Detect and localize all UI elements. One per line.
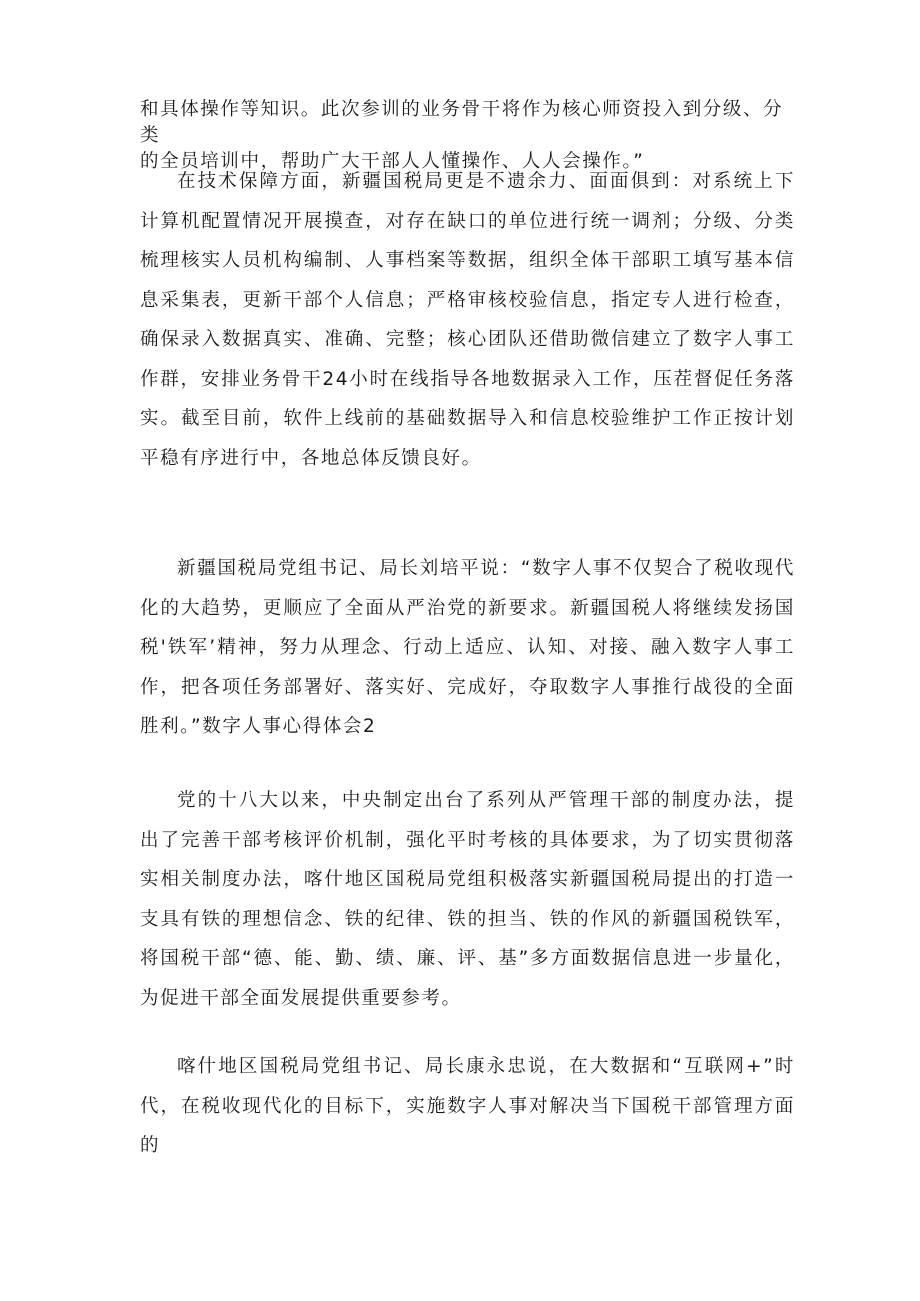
paragraph-kang-yongzhong: 喀什地区国税局党组书记、局长康永忠说，在大数据和“互联网+”时代，在税收现代化的目标下，实施数字人事对解决当下国税干部管理方面的 bbox=[140, 1056, 795, 1156]
intro-line: 和具体操作等知识。此次参训的业务骨干将作为核心师资投入到分级、分类 bbox=[140, 99, 784, 146]
paragraph-liu-peiping-quote: 新疆国税局党组书记、局长刘培平说：“数字人事不仅契合了税收现代化的大趋势，更顺应了全面从严治党的新要求。新疆国税人将继续发扬国税'铁军’精神，努力从理念、行动上适应、认知、对接、融入数字人事工作，把各项任务部署好、落实好、完成好，夺取数字人事推行战役的全面胜利。”数字人事心得体会2 bbox=[140, 558, 795, 737]
paragraph-tech-support: 在技术保障方面，新疆国税局更是不遗余力、面面俱到：对系统上下计算机配置情况开展摸查，对存在缺口的单位进行统一调剂；分级、分类梳理核实人员机构编制、人事档案等数据，组织全体干部职工填写基本信息采集表，更新干部个人信息；严格审核校验信息，指定专人进行检查，确保录入数据真实、准确、完整；核心团队还借助微信建立了数字人事工作群，安排业务骨干24小时在线指导各地数据录入工作，压茬督促任务落实。截至目前，软件上线前的基础数据导入和信息校验维护工作正按计划平稳有序进行中，各地总体反馈良好。 bbox=[140, 171, 795, 469]
intro-line: 的全员培训中，帮助广大干部人人懂操作、人人会操作。” bbox=[140, 151, 645, 172]
paragraph-party-congress: 党的十八大以来，中央制定出台了系列从严管理干部的制度办法，提出了完善干部考核评价机制，强化平时考核的具体要求，为了切实贯彻落实相关制度办法，喀什地区国税局党组积极落实新疆国税局提出的打造一支具有铁的理想信念、铁的纪律、铁的担当、铁的作风的新疆国税铁军，将国税干部“德、能、勤、绩、廉、评、基”多方面数据信息进一步量化，为促进干部全面发展提供重要参考。 bbox=[140, 790, 795, 1009]
